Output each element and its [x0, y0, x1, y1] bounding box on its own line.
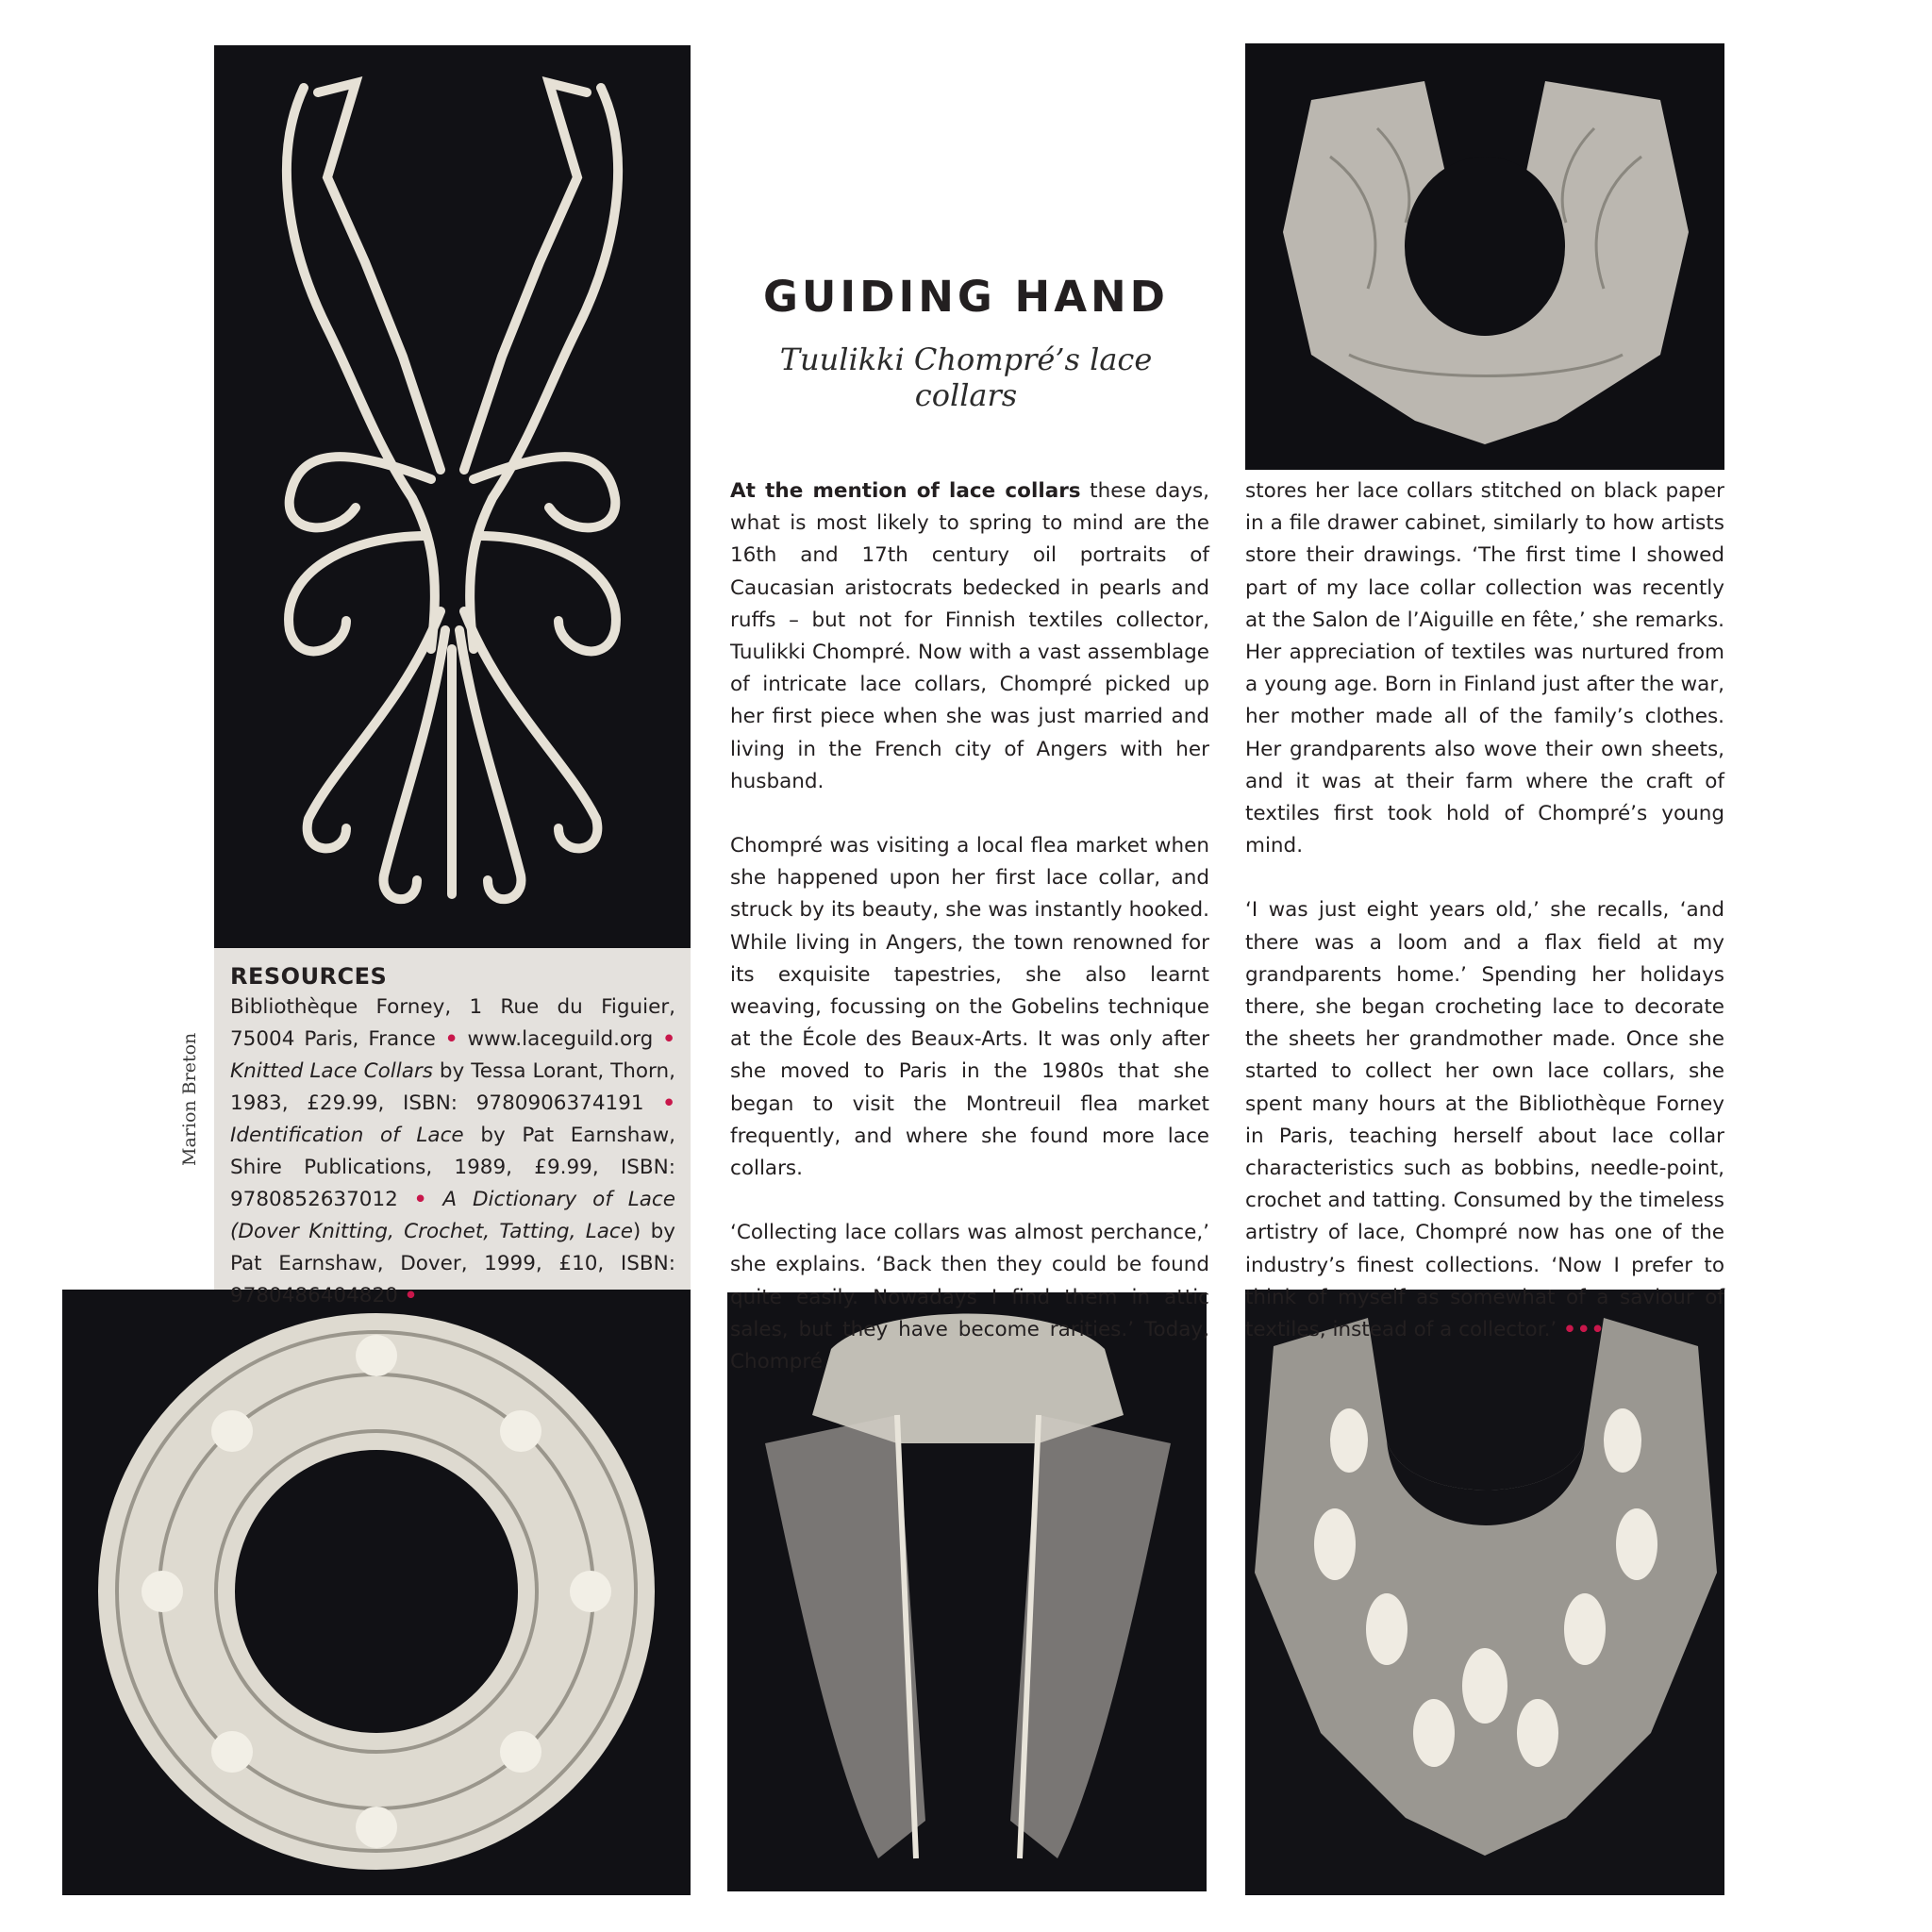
paragraph: Chompré was visiting a local flea market when she happened upon her first lace collar, and struck by its beauty, she was instantly hooked. While living in Angers, the town renowned for its exquisite tapestries, she also learnt weaving, focussing on the Gobelins technique at the École des Beaux-Arts. It was only after she moved to Paris in the 1980s that she began to visit the Montreuil flea market frequently, and where she found more lace collars.: [730, 834, 1209, 1181]
paragraph-text: these days, what is most likely to spring to mind are the 16th and 17th century oil portraits of Caucasian aristocrats bedecked in pearls and ruffs – but not for Finnish textiles collector, Tuulikki Chompré. Now with a vast assemblage of intricate lace collars, Chompré picked up her first piece when she was just married and living in the French city of Angers with her husband.: [730, 479, 1210, 793]
bullet-separator: •: [662, 1091, 675, 1115]
book3-title: A Dictionary of Lace (Dover Knitting, Crochet, Tatting, Lace: [230, 1188, 675, 1243]
photo-leaf-lace-collar: [1245, 1290, 1724, 1895]
article-column-2: [1245, 475, 1724, 1378]
book2-info: by Pat Earnshaw, Shire Publications, 1989, £9.99, ISBN: 9780852637012: [230, 1124, 675, 1211]
end-mark: •••: [1563, 1318, 1606, 1342]
article-title: GUIDING HAND: [762, 272, 1170, 322]
article-column-1: [730, 475, 1209, 1410]
book1-title: Knitted Lace Collars: [230, 1059, 433, 1083]
paragraph-text: ‘I was just eight years old,’ she recalls, ‘and there was a loom and a flax field at my grandparents home.’ Spending her holidays there, she began crocheting lace to decorate the sheets her grandmother made. Once she started to collect her own lace collars, she spent many hours at the Bibliothèque Forney in Paris, teaching herself about lace collar characteristics such as bobbins, needle-point, crochet and tatting. Consumed by the timeless artistry of lace, Chompré now has one of the industry’s finest collections. ‘Now I prefer to think of myself as somewhat of a saviour of textiles, instead of a collector.’: [1245, 898, 1724, 1342]
bullet-separator: •: [404, 1284, 418, 1307]
book2-title: Identification of Lace: [230, 1124, 464, 1147]
paragraph: [730, 475, 1209, 798]
resources-part1: Bibliothèque Forney, 1 Rue du Figuier, 75004 Paris, France: [230, 995, 675, 1051]
book1-info: by Tessa Lorant, Thorn, 1983, £29.99, ISBN: 9780906374191: [230, 1059, 675, 1115]
photo-ribbon-lace-collar: [214, 45, 691, 948]
resources-box: [214, 948, 691, 1307]
bullet-separator: •: [662, 1027, 675, 1051]
resources-heading: RESOURCES: [230, 963, 388, 990]
photo-square-lace-collar: [1245, 43, 1724, 470]
paragraph: stores her lace collars stitched on black paper in a file drawer cabinet, similarly to how artists store their drawings. ‘The first time I showed part of my lace collar collection was recently at the Salon de l’Aiguille en fête,’ she remarks. Her appreciation of textiles was nurtured from a young age. Born in Finland just after the war, her mother made all of the family’s clothes. Her grandparents also wove their own sheets, and it was at their farm where the craft of textiles first took hold of Chompré’s young mind.: [1245, 479, 1724, 858]
lead-in: At the mention of lace collars: [730, 479, 1081, 503]
bullet-separator: •: [413, 1188, 427, 1211]
paragraph: ‘Collecting lace collars was almost perchance,’ she explains. ‘Back then they could be found quite easily. Nowadays I find them in attic sales, but they have become rarities.’ Today, Chompré: [730, 1221, 1209, 1374]
paragraph: [1245, 894, 1724, 1346]
resources-text: [230, 991, 675, 1312]
bullet-separator: •: [444, 1027, 458, 1051]
article-subtitle: Tuulikki Chompré’s lace collars: [779, 341, 1153, 413]
book3-info: ) by Pat Earnshaw, Dover, 1999, £10, ISBN: 9780486404820: [230, 1220, 675, 1307]
photo-credit: Marion Breton: [179, 1032, 200, 1166]
resources-part2: www.laceguild.org: [458, 1027, 663, 1051]
photo-round-lace-collar: [62, 1290, 691, 1895]
